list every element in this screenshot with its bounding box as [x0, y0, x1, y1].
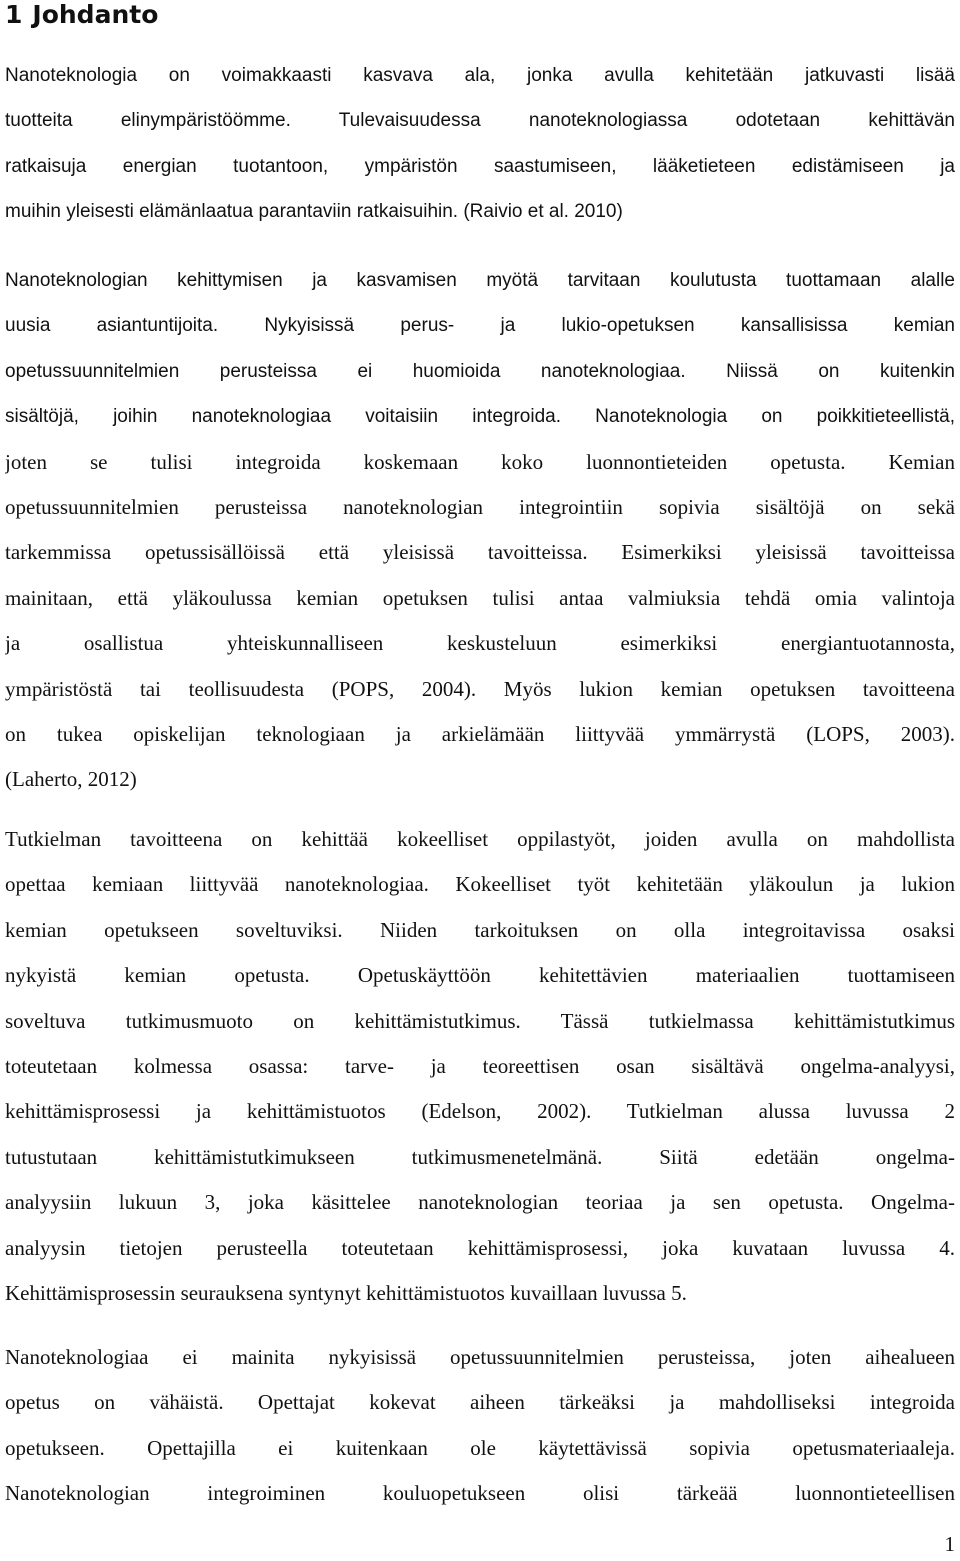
text-line: ratkaisuja energian tuotantoon, ympäristön saastumiseen, lääketieteen edistämiseen ja: [5, 155, 955, 177]
paragraph-intro: [5, 53, 955, 235]
text-line: opetussuunnitelmien perusteissa nanoteknologian integrointiin sopivia sisältöjä on sekä: [5, 495, 955, 520]
text-line: tuotteita elinympäristöömme. Tulevaisuudessa nanoteknologiassa odotetaan kehittävän: [5, 110, 955, 132]
paragraph-curriculum: [5, 258, 955, 803]
text-line: analyysin tietojen perusteella toteutetaan kehittämisprosessi, joka kuvataan luvussa 4.: [5, 1235, 955, 1260]
text-line: Nanoteknologia on voimakkaasti kasvava ala, jonka avulla kehitetään jatkuvasti lisää: [5, 65, 955, 86]
page-number: 1: [944, 1532, 955, 1556]
paragraph-motivation: [5, 1335, 955, 1517]
text-line: opetussuunnitelmien perusteissa ei huomioida nanoteknologiaa. Niissä on kuitenkin: [5, 360, 955, 382]
text-line: Kehittämisprosessin seurauksena syntynyt kehittämistuotos kuvaillaan luvussa 5.: [5, 1281, 687, 1306]
text-line: muihin yleisesti elämänlaatua parantaviin ratkaisuihin. (Raivio et al. 2010): [5, 201, 623, 223]
text-line: joten se tulisi integroida koskemaan koko luonnontieteiden opetusta. Kemian: [5, 449, 955, 474]
text-line: sisältöjä, joihin nanoteknologiaa voitaisiin integroida. Nanoteknologia on poikkitieteellistä,: [5, 406, 955, 428]
text-line: Nanoteknologian kehittymisen ja kasvamisen myötä tarvitaan koulutusta tuottamaan alalle: [5, 270, 955, 291]
text-line: soveltuva tutkimusmuoto on kehittämistutkimus. Tässä tutkielmassa kehittämistutkimus: [5, 1008, 955, 1033]
text-line: toteutetaan kolmessa osassa: tarve- ja teoreettisen osan sisältävä ongelma-analyysi,: [5, 1054, 955, 1079]
chapter-number: 1: [5, 0, 23, 29]
text-line: tarkemmissa opetussisällöissä että yleisissä tavoitteissa. Esimerkiksi yleisissä tavoitteissa: [5, 540, 955, 565]
text-line: mainitaan, että yläkoulussa kemian opetuksen tulisi antaa valmiuksia tehdä omia valintoja: [5, 585, 955, 610]
text-line: kehittämisprosessi ja kehittämistuotos (Edelson, 2002). Tutkielman alussa luvussa 2: [5, 1099, 955, 1124]
text-line: nykyistä kemian opetusta. Opetuskäyttöön kehitettävien materiaalien tuottamiseen: [5, 963, 955, 988]
text-line: opetus on vähäistä. Opettajat kokevat aiheen tärkeäksi ja mahdolliseksi integroida: [5, 1390, 955, 1415]
text-line: ympäristöstä tai teollisuudesta (POPS, 2004). Myös lukion kemian opetuksen tavoitteena: [5, 676, 955, 701]
text-line: tutustutaan kehittämistutkimukseen tutkimusmenetelmänä. Siitä edetään ongelma-: [5, 1144, 955, 1169]
text-line: kemian opetukseen soveltuviksi. Niiden tarkoituksen on olla integroitavissa osaksi: [5, 917, 955, 942]
text-line: opetukseen. Opettajilla ei kuitenkaan ole käytettävissä sopivia opetusmateriaaleja.: [5, 1435, 955, 1460]
text-line: uusia asiantuntijoita. Nykyisissä perus- ja lukio-opetuksen kansallisissa kemian: [5, 315, 955, 337]
text-line: opettaa kemiaan liittyvää nanoteknologiaa. Kokeelliset työt kehitetään yläkoulun ja lukion: [5, 872, 955, 897]
chapter-heading: [5, 0, 158, 29]
text-line: Tutkielman tavoitteena on kehittää kokeelliset oppilastyöt, joiden avulla on mahdollista: [5, 827, 955, 851]
text-line: on tukea opiskelijan teknologiaan ja arkielämään liittyvää ymmärrystä (LOPS, 2003).: [5, 722, 955, 747]
paragraph-objectives: [5, 817, 955, 1316]
text-line: analyysiin lukuun 3, joka käsittelee nanoteknologian teoriaa ja sen opetusta. Ongelma-: [5, 1190, 955, 1215]
text-line: Nanoteknologiaa ei mainita nykyisissä opetussuunnitelmien perusteissa, joten aihealueen: [5, 1345, 955, 1369]
text-line: Nanoteknologian integroiminen kouluopetukseen olisi tärkeää luonnontieteellisen: [5, 1481, 955, 1506]
text-line: (Laherto, 2012): [5, 767, 137, 792]
chapter-title: Johdanto: [32, 0, 159, 29]
text-line: ja osallistua yhteiskunnalliseen keskusteluun esimerkiksi energiantuotannosta,: [5, 631, 955, 656]
